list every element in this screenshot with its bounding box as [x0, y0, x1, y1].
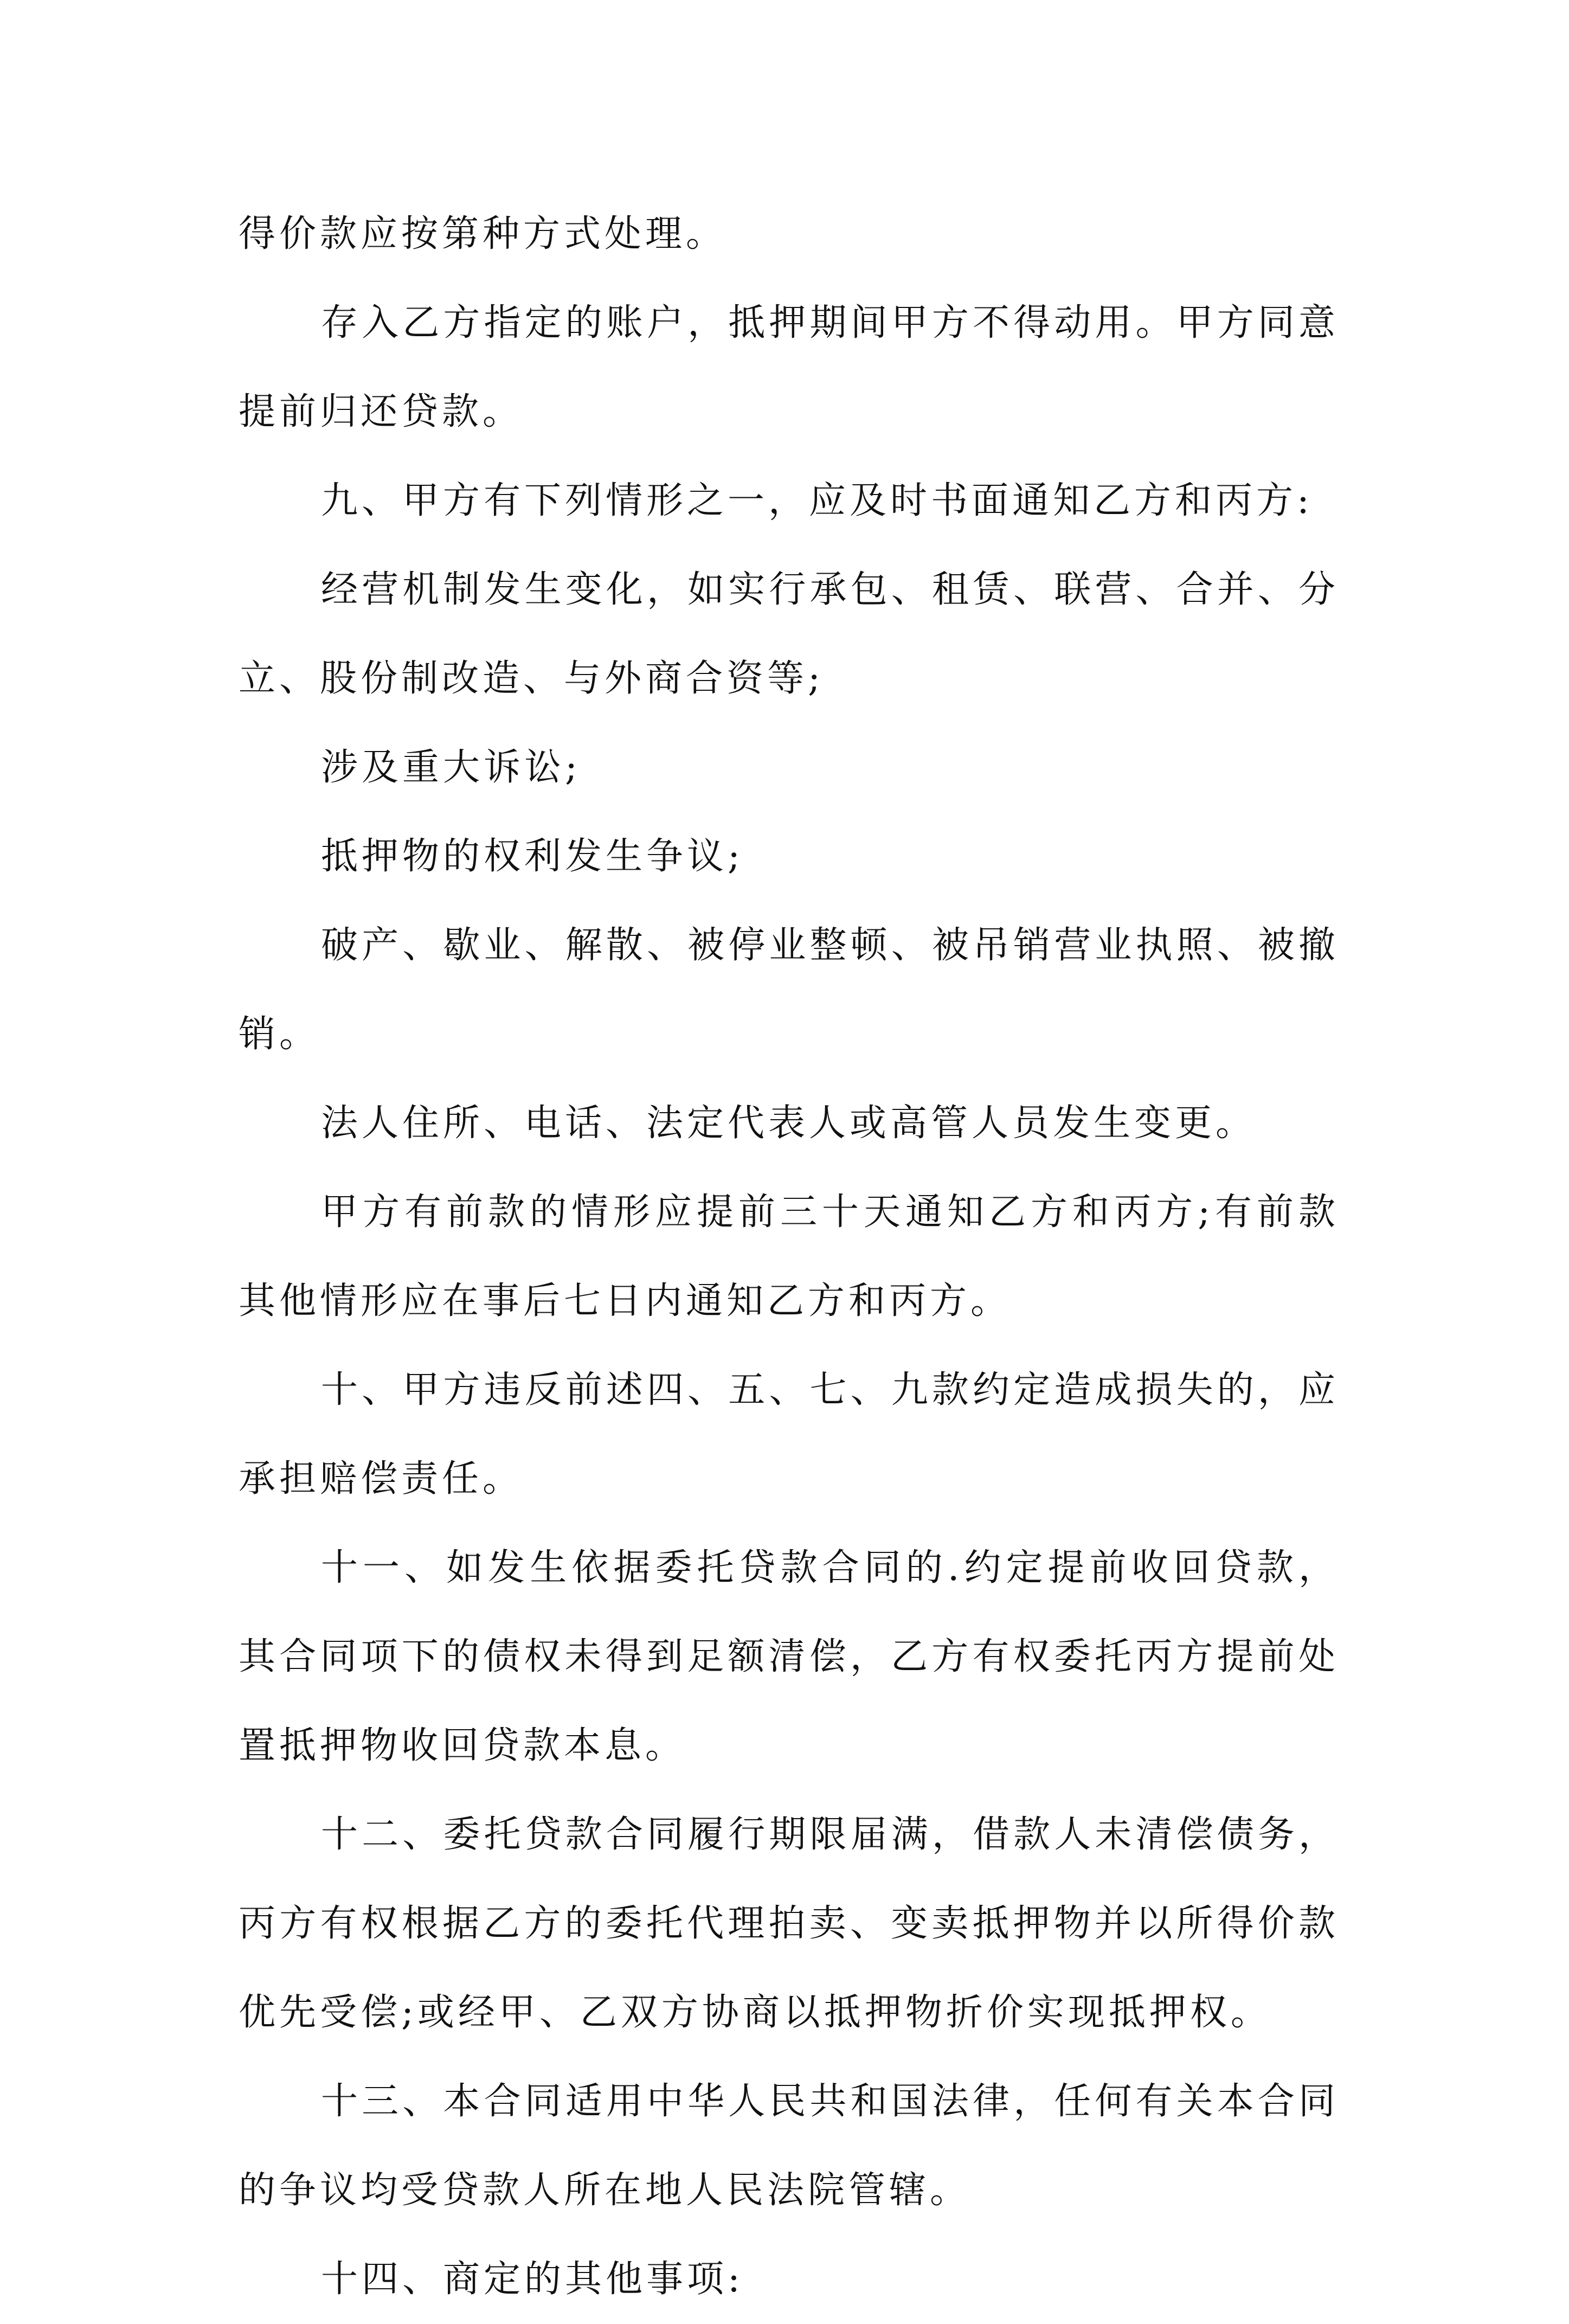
paragraph-12: 十二、委托贷款合同履行期限届满，借款人未清偿债务，丙方有权根据乙方的委托代理拍卖、变卖抵押物并以所得价款优先受偿;或经甲、乙双方协商以抵押物折价实现抵押权。	[239, 1813, 1339, 2034]
paragraph-1: 得价款应按第种方式处理。	[239, 213, 727, 255]
paragraph-10: 十、甲方违反前述四、五、七、九款约定造成损失的，应承担赔偿责任。	[239, 1369, 1339, 1500]
paragraph-11: 十一、如发生依据委托贷款合同的.约定提前收回贷款，其合同项下的债权未得到足额清偿，乙方有权委托丙方提前处置抵押物收回贷款本息。	[239, 1546, 1339, 1767]
paragraph-5: 涉及重大诉讼;	[321, 746, 581, 789]
paragraph-4: 经营机制发生变化，如实行承包、租赁、联营、合并、分立、股份制改造、与外商合资等;	[239, 568, 1339, 700]
paragraph-8: 法人住所、电话、法定代表人或高管人员发生变更。	[321, 1102, 1257, 1145]
paragraph-9: 甲方有前款的情形应提前三十天通知乙方和丙方;有前款其他情形应在事后七日内通知乙方和丙方。	[239, 1191, 1339, 1323]
paragraph-13: 十三、本合同适用中华人民共和国法律，任何有关本合同的争议均受贷款人所在地人民法院管辖。	[239, 2080, 1339, 2212]
document-body	[239, 190, 1339, 2324]
paragraph-3: 九、甲方有下列情形之一，应及时书面通知乙方和丙方:	[321, 479, 1313, 522]
paragraph-7: 破产、歇业、解散、被停业整顿、被吊销营业执照、被撤销。	[239, 924, 1339, 1056]
paragraph-2: 存入乙方指定的账户，抵押期间甲方不得动用。甲方同意提前归还贷款。	[239, 301, 1339, 433]
paragraph-6: 抵押物的权利发生争议;	[321, 835, 744, 878]
paragraph-14: 十四、商定的其他事项:	[321, 2258, 744, 2301]
